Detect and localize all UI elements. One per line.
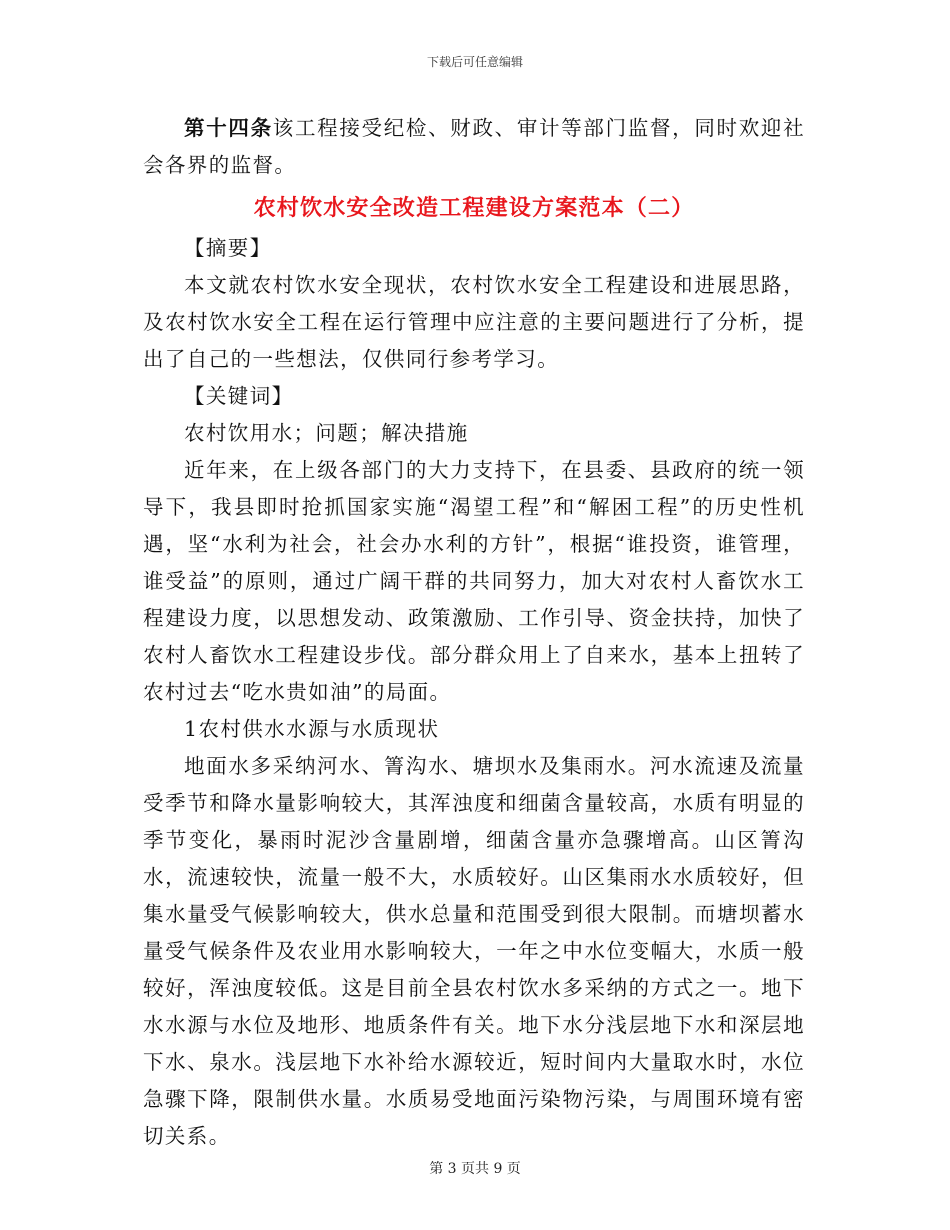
section-1-heading: 1农村供水水源与水质现状	[184, 717, 440, 741]
abstract-heading: 【摘要】	[184, 236, 272, 260]
document-body	[143, 110, 805, 1155]
article-14-label: 第十四条	[184, 116, 273, 140]
keywords-heading: 【关键词】	[184, 384, 294, 408]
keywords-text: 农村饮用水；问题；解决措施	[184, 421, 469, 445]
article-14-text: 该工程接受纪检、财政、审计等部门监督，同时欢迎社会各界的监督。	[143, 116, 805, 177]
water-source-paragraph: 地面水多采纳河水、箐沟水、塘坝水及集雨水。河水流速及流量受季节和降水量影响较大，其浑浊度和细菌含量较高，水质有明显的季节变化，暴雨时泥沙含量剧增，细菌含量亦急骤增高。山区箐沟水，流速较快，流量一般不大，水质较好。山区集雨水水质较好，但集水量受气候影响较大，供水总量和范围受到很大限制。而塘坝蓄水量受气候条件及农业用水影响较大，一年之中水位变幅大，水质一般较好，浑浊度较低。这是目前全县农村饮水多采纳的方式之一。地下水水源与水位及地形、地质条件有关。地下水分浅层地下水和深层地下水、泉水。浅层地下水补给水源较近，短时间内大量取水时，水位急骤下降，限制供水量。水质易受地面污染物污染，与周围环境有密切关系。	[143, 754, 805, 1148]
intro-paragraph: 近年来，在上级各部门的大力支持下，在县委、县政府的统一领导下，我县即时抢抓国家实施“渴望工程”和“解困工程”的历史性机遇，坚“水利为社会，社会办水利的方针”，根据“谁投资，谁管理，谁受益”的原则，通过广阔干群的共同努力，加大对农村人畜饮水工程建设力度，以思想发动、政策激励、工作引导、资金扶持，加快了农村人畜饮水工程建设步伐。部分群众用上了自来水，基本上扭转了农村过去“吃水贵如油”的局面。	[143, 458, 805, 704]
document-title: 农村饮水安全改造工程建设方案范本（二）	[253, 195, 695, 221]
article-14-paragraph	[143, 110, 805, 184]
page-footer: 第 3 页共 9 页	[429, 1161, 521, 1177]
abstract-text: 本文就农村饮水安全现状，农村饮水安全工程建设和进展思路，及农村饮水安全工程在运行管理中应注意的主要问题进行了分析，提出了自己的一些想法，仅供同行参考学习。	[143, 273, 805, 371]
header-note: 下载后可任意编辑	[426, 55, 523, 69]
